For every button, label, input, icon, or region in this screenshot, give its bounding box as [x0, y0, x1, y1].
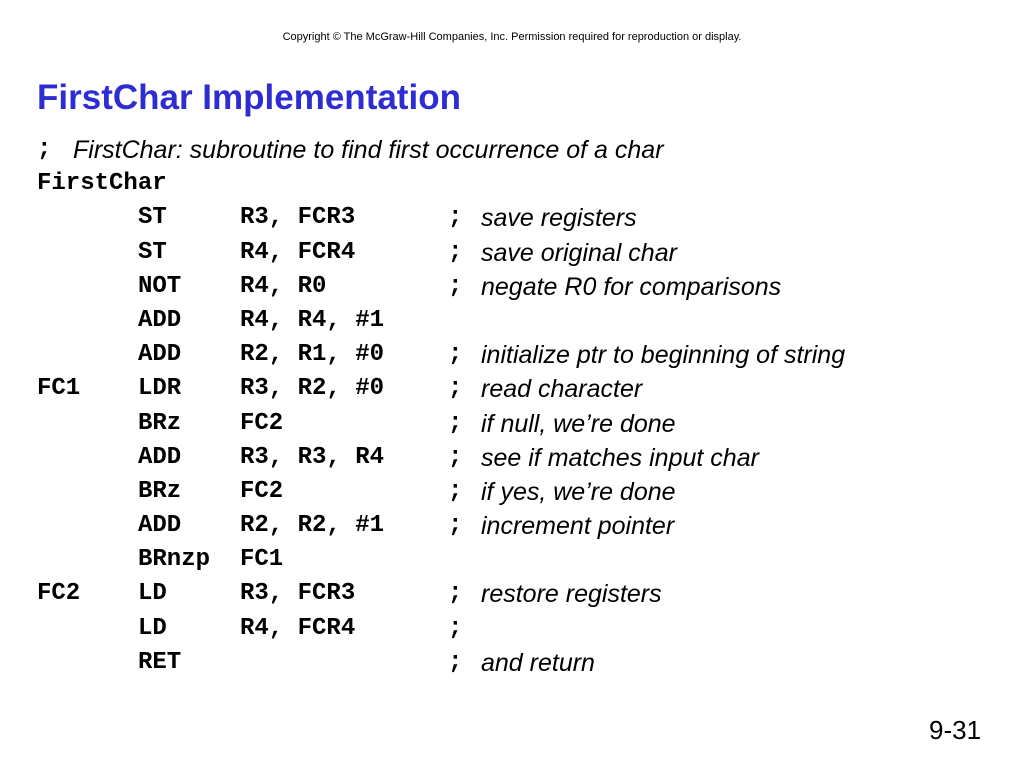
code-comment: initialize ptr to beginning of string [481, 341, 846, 370]
code-line [37, 509, 997, 543]
code-comment: read character [481, 375, 643, 404]
comment-semicolon: ; [448, 443, 463, 471]
code-comment: restore registers [481, 580, 662, 609]
code-opcode: LDR [138, 375, 182, 403]
comment-semicolon: ; [448, 477, 463, 505]
code-comment: if null, we’re done [481, 409, 676, 438]
code-label: FC2 [37, 580, 81, 608]
code-opcode: BRz [138, 409, 182, 437]
code-line [37, 270, 997, 304]
code-opcode: BRnzp [138, 546, 211, 574]
code-comment: negate R0 for comparisons [481, 272, 782, 301]
code-line [37, 304, 997, 338]
code-line [37, 577, 997, 611]
code-operands: FC2 [240, 409, 284, 437]
comment-semicolon: ; [448, 272, 463, 300]
code-line [37, 236, 997, 270]
code-line [37, 646, 997, 680]
code-line [37, 338, 997, 372]
code-line [37, 441, 997, 475]
page-number: 9-31 [929, 715, 982, 745]
code-opcode: LD [138, 580, 167, 608]
header-comment-line [37, 133, 997, 167]
code-comment: save registers [481, 204, 637, 233]
code-opcode: NOT [138, 272, 182, 300]
code-operands: R4, FCR4 [240, 614, 356, 642]
code-operands: R4, FCR4 [240, 238, 356, 266]
code-operands: R2, R1, #0 [240, 341, 385, 369]
code-opcode: ADD [138, 443, 182, 471]
comment-semicolon: ; [37, 136, 52, 163]
copyright-notice: Copyright © The McGraw-Hill Companies, Inc. Permission required for reproduction or display. [282, 31, 742, 43]
code-label: FC1 [37, 375, 81, 403]
code-operands: R3, FCR3 [240, 204, 356, 232]
code-line [37, 407, 997, 441]
comment-semicolon: ; [448, 648, 463, 676]
code-comment: increment pointer [481, 512, 675, 541]
comment-semicolon: ; [448, 409, 463, 437]
header-comment-text: FirstChar: subroutine to find first occurrence of a char [73, 136, 664, 164]
code-line [37, 372, 997, 406]
code-operands: R3, R2, #0 [240, 375, 385, 403]
comment-semicolon: ; [448, 204, 463, 232]
code-comment: if yes, we’re done [481, 477, 676, 506]
code-comment: see if matches input char [481, 443, 759, 472]
code-line [37, 612, 997, 646]
code-opcode: ADD [138, 512, 182, 540]
code-opcode: LD [138, 614, 167, 642]
code-opcode: ADD [138, 306, 182, 334]
code-lines [37, 201, 997, 680]
comment-semicolon: ; [448, 341, 463, 369]
routine-label: FirstChar [37, 170, 167, 198]
code-opcode: ST [138, 204, 167, 232]
code-operands: R4, R0 [240, 272, 327, 300]
slide-title: FirstChar Implementation [37, 78, 461, 117]
comment-semicolon: ; [448, 375, 463, 403]
code-operands: FC1 [240, 546, 284, 574]
routine-label-line [37, 167, 997, 201]
code-operands: R2, R2, #1 [240, 512, 385, 540]
code-operands: FC2 [240, 477, 284, 505]
code-line [37, 543, 997, 577]
code-opcode: ADD [138, 341, 182, 369]
code-operands: R3, FCR3 [240, 580, 356, 608]
comment-semicolon: ; [448, 580, 463, 608]
code-opcode: RET [138, 648, 182, 676]
code-operands: R3, R3, R4 [240, 443, 385, 471]
code-opcode: BRz [138, 477, 182, 505]
comment-semicolon: ; [448, 238, 463, 266]
code-line [37, 201, 997, 235]
code-operands: R4, R4, #1 [240, 306, 385, 334]
code-line [37, 475, 997, 509]
code-opcode: ST [138, 238, 167, 266]
assembly-code-block [37, 133, 997, 680]
comment-semicolon: ; [448, 614, 463, 642]
comment-semicolon: ; [448, 512, 463, 540]
code-comment: save original char [481, 238, 677, 267]
code-comment: and return [481, 648, 595, 677]
